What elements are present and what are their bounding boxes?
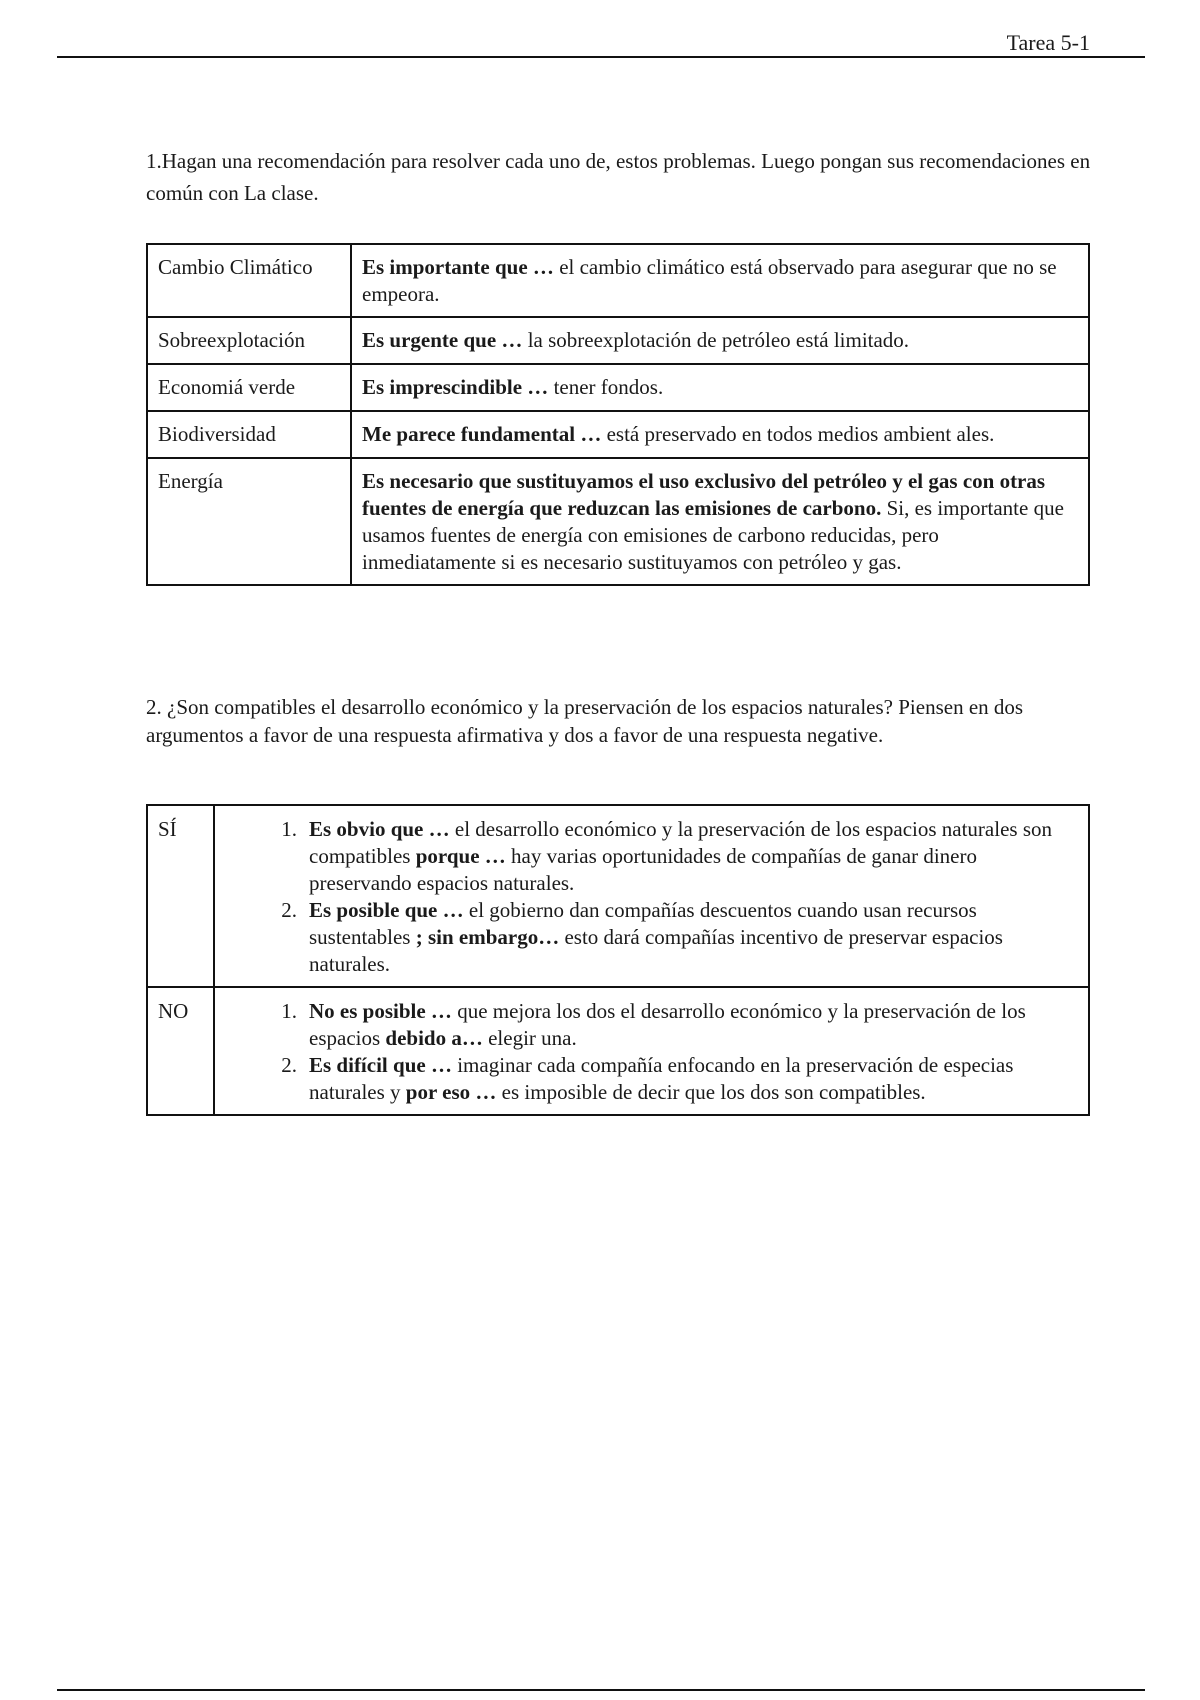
recommendation-text: tener fondos.	[548, 375, 664, 399]
argument-mid: el desarrollo económico y la preservación de los espacios naturales son compatibles	[309, 817, 1053, 868]
table-row	[147, 805, 1089, 987]
question2-prompt: 2. ¿Son compatibles el desarrollo económico y la preservación de los espacios naturales? Piensen en dos argumentos a favor de una respuesta afirmativa y dos a favor de una respuesta negative.	[146, 695, 1024, 747]
recommendation-text: el cambio climático está observado para asegurar que no se empeora.	[362, 255, 1057, 306]
argument-connector: debido a…	[385, 1026, 483, 1050]
question1-prompt: 1.Hagan una recomendación para resolver cada uno de, estos problemas. Luego pongan sus recomendaciones en común con La clase.	[146, 149, 1091, 205]
header-label: Tarea 5-1	[1006, 30, 1090, 55]
table-row	[147, 458, 1089, 585]
table-row	[147, 244, 1089, 317]
side-label: SÍ	[147, 805, 214, 987]
list-item	[225, 897, 1078, 978]
side-label: NO	[147, 987, 214, 1115]
argument-lead: Es obvio que …	[309, 817, 450, 841]
argument-mid: que mejora los dos el desarrollo económico y la preservación de los espacios	[309, 999, 1026, 1050]
argument-tail: es imposible de decir que los dos son compatibles.	[496, 1080, 926, 1104]
argument-mid: el gobierno dan compañías descuentos cuando usan recursos sustentables	[309, 898, 977, 949]
arguments-table	[146, 804, 1090, 1116]
recommendation-lead: Es imprescindible …	[362, 375, 549, 399]
argument-tail: esto dará compañías incentivo de preservar espacios naturales.	[309, 925, 1003, 976]
list-item	[225, 998, 1078, 1052]
argument-tail: elegir una.	[482, 1026, 577, 1050]
argument-connector: porque …	[415, 844, 506, 868]
table-row	[147, 364, 1089, 411]
argument-lead: Es difícil que …	[309, 1053, 452, 1077]
item-text	[309, 897, 1078, 978]
list-item	[225, 1052, 1078, 1106]
item-text	[309, 1052, 1078, 1106]
argument-connector: ; sin embargo…	[415, 925, 560, 949]
argument-mid: imaginar cada compañía enfocando en la preservación de especias naturales y	[309, 1053, 1014, 1104]
argument-list	[225, 998, 1078, 1106]
recommendation-cell	[351, 411, 1089, 458]
item-number: 2.	[281, 898, 297, 922]
topic-cell: Energía	[147, 458, 351, 585]
item-number: 1.	[281, 817, 297, 841]
recommendation-cell	[351, 317, 1089, 364]
recommendation-cell	[351, 458, 1089, 585]
list-item	[225, 816, 1078, 897]
table-row	[147, 317, 1089, 364]
recommendations-table	[146, 243, 1090, 586]
recommendation-lead: Es urgente que …	[362, 328, 523, 352]
arguments-cell	[214, 987, 1089, 1115]
recommendation-cell	[351, 244, 1089, 317]
argument-connector: por eso …	[405, 1080, 497, 1104]
table-row	[147, 411, 1089, 458]
topic-cell: Cambio Climático	[147, 244, 351, 317]
item-number: 2.	[281, 1053, 297, 1077]
argument-tail: hay varias oportunidades de compañías de ganar dinero preservando espacios naturales.	[309, 844, 977, 895]
footer-rule	[57, 1689, 1145, 1691]
item-number: 1.	[281, 999, 297, 1023]
topic-cell: Economiá verde	[147, 364, 351, 411]
recommendation-lead: Me parece fundamental …	[362, 422, 602, 446]
topic-cell: Sobreexplotación	[147, 317, 351, 364]
recommendation-text: Si, es importante que usamos fuentes de energía con emisiones de carbono reducidas, pero inmediatamente si es necesario sustituyamos con petróleo y gas.	[362, 496, 1064, 574]
argument-list	[225, 816, 1078, 978]
arguments-cell	[214, 805, 1089, 987]
argument-lead: No es posible …	[309, 999, 452, 1023]
recommendation-cell	[351, 364, 1089, 411]
item-text	[309, 998, 1078, 1052]
item-text	[309, 816, 1078, 897]
recommendation-lead: Es importante que …	[362, 255, 554, 279]
recommendation-text: la sobreexplotación de petróleo está limitado.	[522, 328, 910, 352]
argument-lead: Es posible que …	[309, 898, 464, 922]
recommendation-text: está preservado en todos medios ambient ales.	[601, 422, 995, 446]
header-rule	[57, 56, 1145, 58]
topic-cell: Biodiversidad	[147, 411, 351, 458]
recommendation-lead: Es necesario que sustituyamos el uso exclusivo del petróleo y el gas con otras fuentes de energía que reduzcan las emisiones de carbono.	[362, 469, 1046, 520]
table-row	[147, 987, 1089, 1115]
